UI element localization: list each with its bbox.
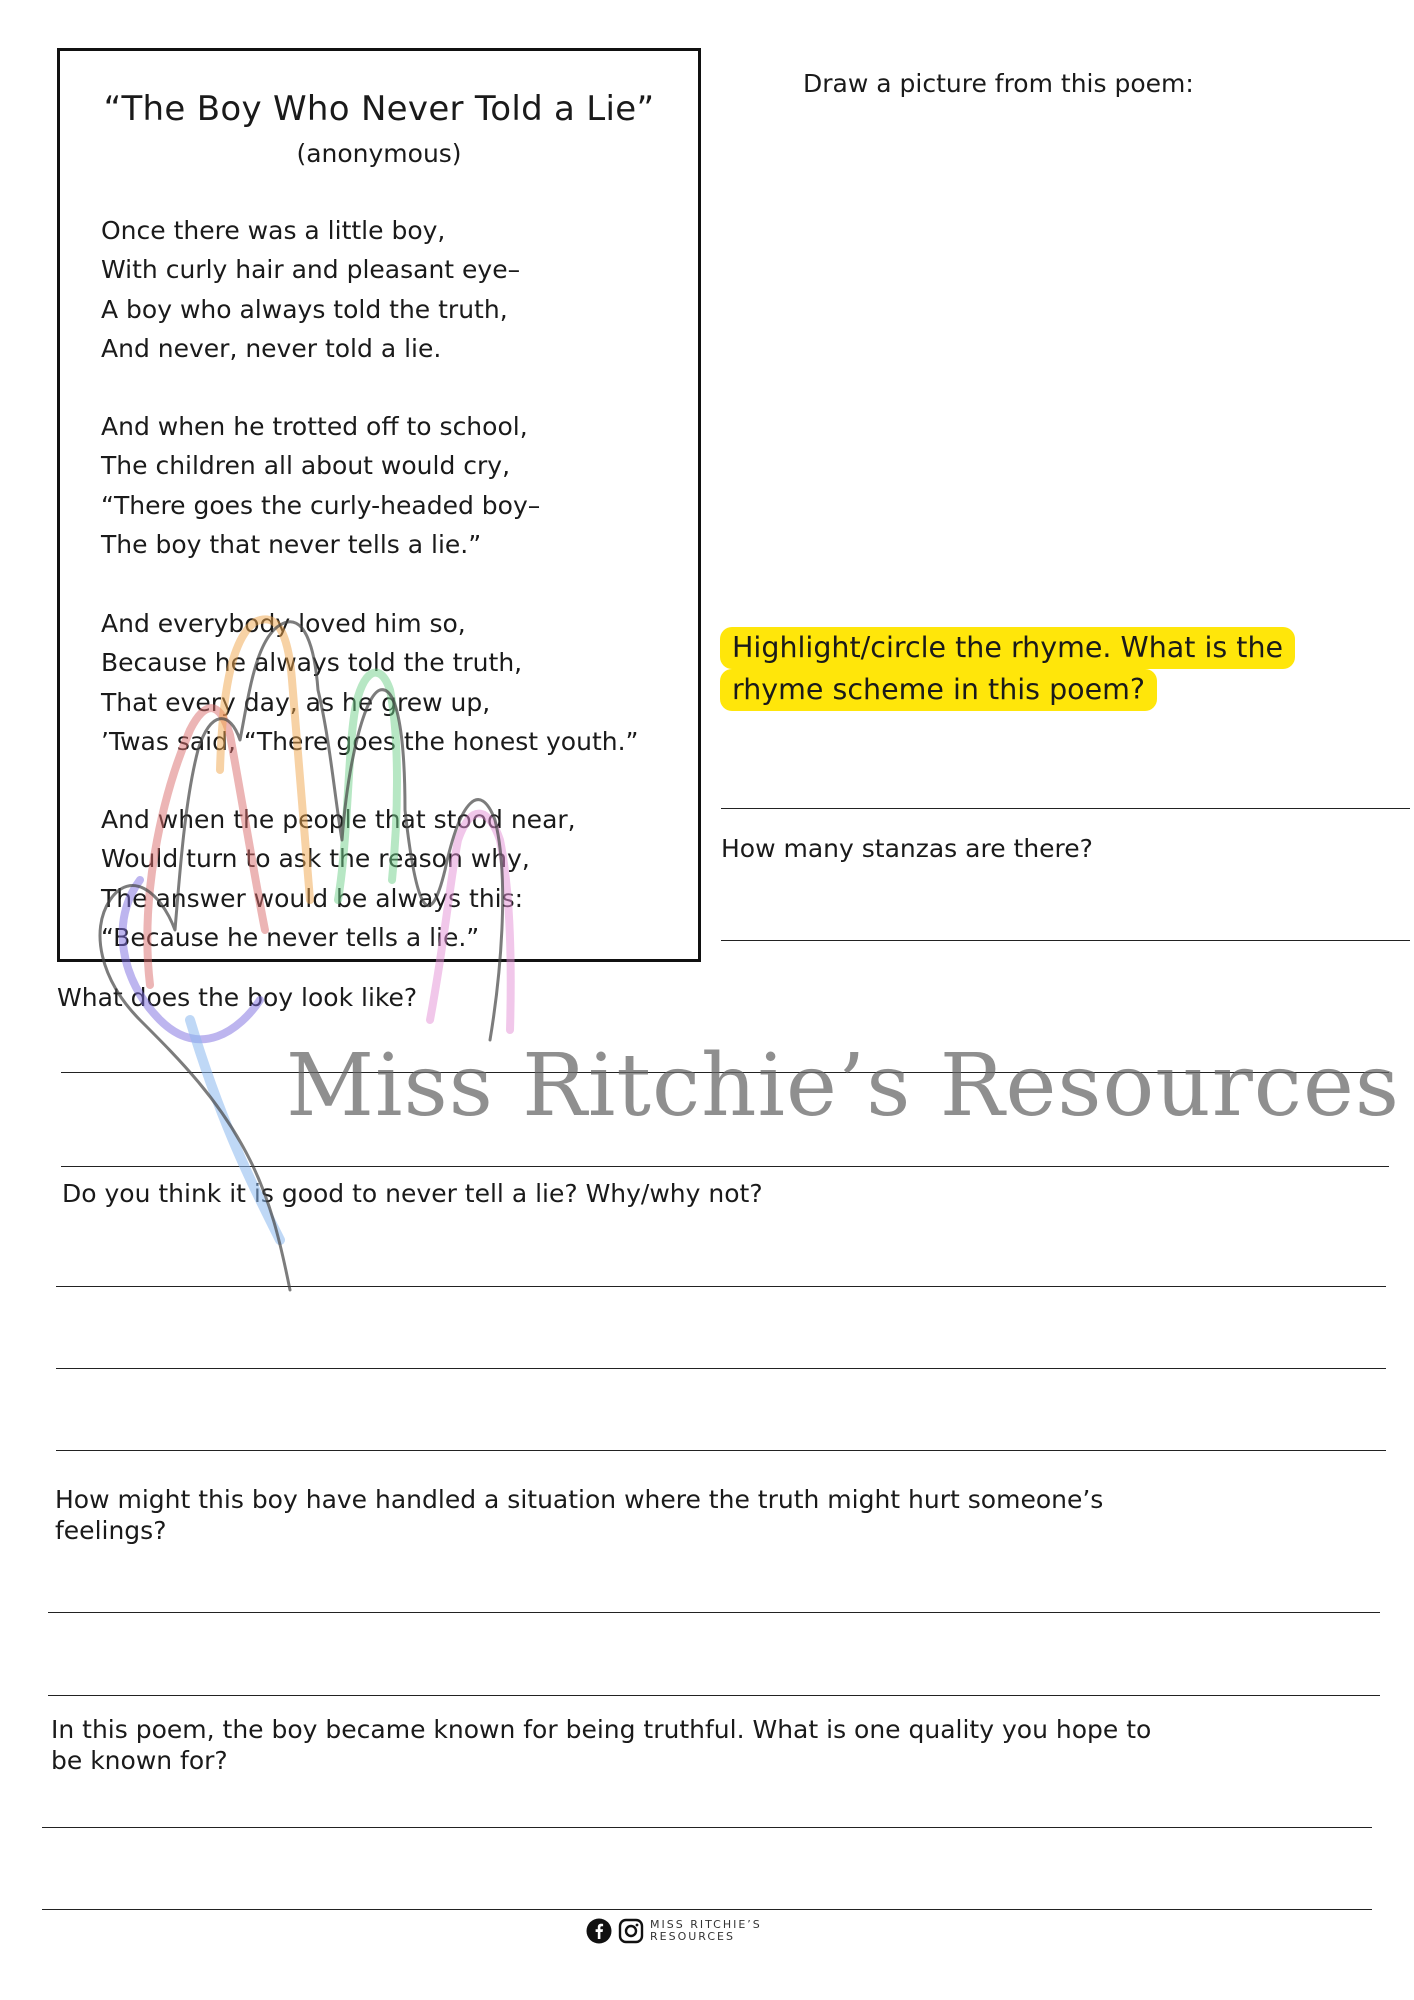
brand-line-2: RESOURCES (650, 1930, 735, 1943)
poem-line: That every day, as he grew up, (101, 687, 491, 717)
answer-line-handle-1[interactable] (48, 1612, 1380, 1613)
answer-line-rhyme[interactable] (721, 808, 1410, 809)
poem-line: The boy that never tells a lie.” (101, 529, 482, 559)
poem-line: Because he always told the truth, (101, 648, 523, 678)
footer-brand (586, 1918, 762, 1944)
poem-title: “The Boy Who Never Told a Lie” (103, 89, 655, 129)
poem-line: A boy who always told the truth, (101, 294, 508, 324)
answer-line-stanzas[interactable] (721, 940, 1410, 941)
answer-line-quality-1[interactable] (42, 1827, 1372, 1828)
poem-line: And never, never told a lie. (101, 333, 442, 363)
poem-author: (anonymous) (296, 139, 462, 168)
poem-line: “Because he never tells a lie.” (101, 922, 480, 952)
poem-box (57, 48, 701, 962)
handle-prompt-line2: feelings? (55, 1516, 167, 1545)
rhyme-prompt (720, 627, 1320, 711)
lie-prompt: Do you think it is good to never tell a lie? Why/why not? (62, 1179, 763, 1208)
poem-line: Would turn to ask the reason why, (101, 844, 530, 874)
handle-prompt (55, 1484, 1103, 1546)
poem-line: With curly hair and pleasant eye– (101, 255, 521, 285)
handle-prompt-line1: How might this boy have handled a situation where the truth might hurt someone’s (55, 1485, 1104, 1514)
poem-line: And when the people that stood near, (101, 805, 576, 834)
answer-line-lie-3[interactable] (56, 1450, 1386, 1451)
stanza-2 (101, 407, 540, 564)
answer-line-quality-2[interactable] (42, 1909, 1372, 1910)
poem-line: And everybody loved him so, (101, 609, 466, 638)
answer-line-lie-1[interactable] (56, 1286, 1386, 1287)
answer-line-handle-2[interactable] (48, 1695, 1380, 1696)
poem-line: And when he trotted off to school, (101, 412, 528, 441)
rhyme-prompt-line2: rhyme scheme in this poem? (720, 669, 1157, 711)
quality-prompt (51, 1714, 1151, 1776)
watermark: Miss Ritchie’s Resources (286, 1036, 1400, 1136)
poem-line: The answer would be always this: (101, 883, 524, 913)
poem-line: “There goes the curly-headed boy– (101, 490, 541, 520)
drawing-area[interactable] (720, 110, 1410, 610)
answer-line-lie-2[interactable] (56, 1368, 1386, 1369)
stanza-1 (101, 211, 520, 368)
quality-prompt-line2: be known for? (51, 1746, 228, 1775)
quality-prompt-line1: In this poem, the boy became known for being truthful. What is one quality you hope to (51, 1715, 1152, 1744)
brand-line-1: MISS RITCHIE’S (650, 1918, 762, 1931)
poem-line: ’Twas said, “There goes the honest youth.” (101, 726, 639, 756)
answer-line-look-2[interactable] (61, 1166, 1389, 1167)
look-prompt: What does the boy look like? (57, 983, 418, 1012)
poem-line: The children all about would cry, (101, 451, 511, 481)
brand-text (650, 1919, 762, 1943)
draw-prompt: Draw a picture from this poem: (803, 69, 1194, 98)
facebook-icon[interactable] (586, 1918, 612, 1944)
stanzas-prompt: How many stanzas are there? (721, 834, 1093, 863)
poem-line: Once there was a little boy, (101, 216, 446, 245)
instagram-icon[interactable] (618, 1918, 644, 1944)
rhyme-prompt-line1: Highlight/circle the rhyme. What is the (720, 627, 1295, 669)
stanza-3 (101, 604, 639, 761)
stanza-4 (101, 800, 576, 957)
